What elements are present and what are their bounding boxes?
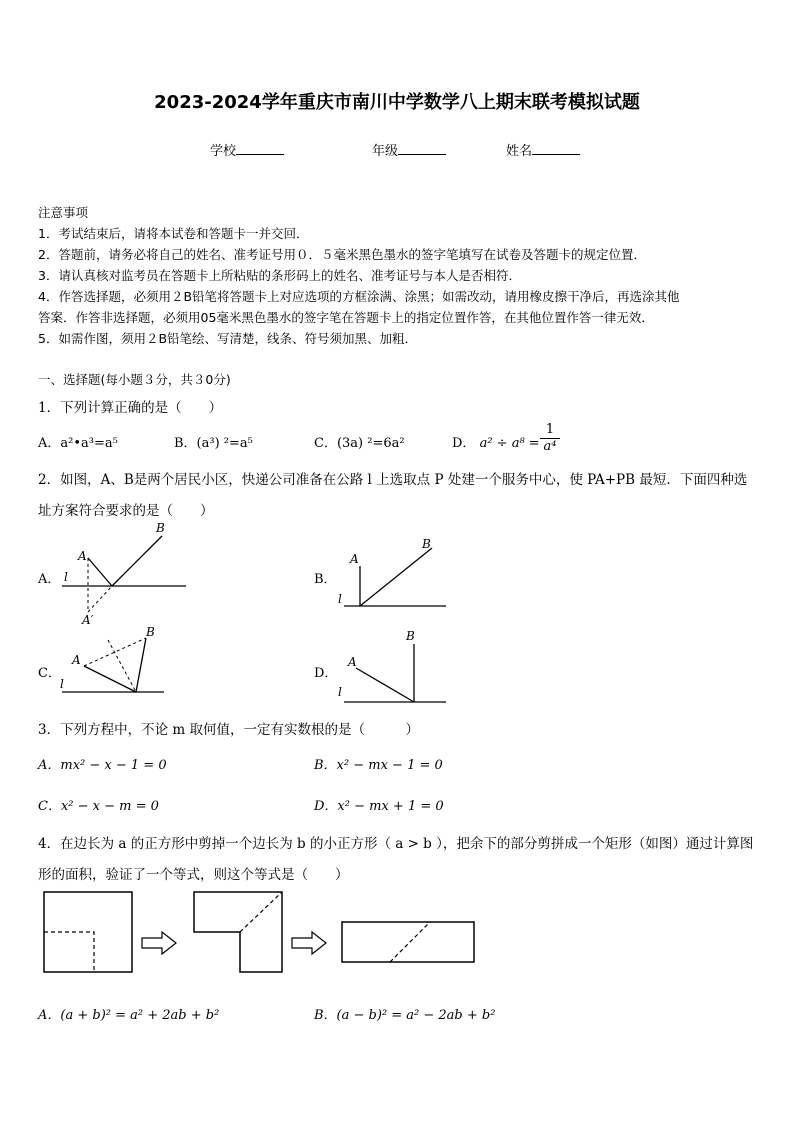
q4-stem-line2: 形的面积，验证了一个等式，则这个等式是（ ） — [38, 867, 349, 883]
q3-option-b: B．x² − mx − 1 = 0 — [314, 758, 443, 773]
q3-option-c: C．x² − x − m = 0 — [38, 799, 159, 814]
arrow-right-icon — [142, 932, 176, 954]
q2-figure-b — [336, 536, 456, 616]
q2-option-b-label: B． — [314, 572, 337, 587]
label-l: l — [64, 570, 68, 584]
label-B: B — [422, 537, 431, 551]
grade-blank — [398, 142, 446, 155]
q3-option-a: A．mx² − x − 1 = 0 — [38, 758, 167, 773]
arrow-right-icon — [292, 932, 326, 954]
q3-stem: 3．下列方程中，不论 m 取何值，一定有实数根的是（ ） — [38, 722, 419, 738]
q2-option-c-label: C． — [38, 666, 61, 681]
note-item: 答案．作答非选择题，必须用05毫米黑色墨水的签字笔在答题卡上的指定位置作答，在其他位置作答一律无效． — [38, 310, 654, 325]
name-blank — [532, 142, 580, 155]
q1-d-numerator: 1 — [540, 422, 560, 439]
q2-stem-line2: 址方案符合要求的是（ ） — [38, 503, 214, 519]
note-item: 4．作答选择题，必须用２B铅笔将答题卡上对应选项的方框涂满、涂黑；如需改动，请用橡皮擦干净后，再选涂其他 — [38, 289, 680, 304]
notes-heading: 注意事项 — [38, 205, 89, 220]
label-A: A — [348, 655, 357, 669]
page-title: 2023-2024学年重庆市南川中学数学八上期末联考模拟试题 — [154, 92, 640, 113]
school-field: 学校 — [210, 140, 284, 159]
label-l: l — [338, 592, 342, 606]
note-item: 1．考试结束后，请将本试卷和答题卡一并交回． — [38, 226, 309, 241]
q2-option-d-label: D． — [314, 666, 338, 681]
school-blank — [236, 142, 284, 155]
label-B: B — [156, 521, 165, 535]
q2-option-a-label: A． — [38, 572, 61, 587]
q1-d-denominator: a⁴ — [543, 439, 557, 454]
q4-option-b: B．(a − b)² = a² − 2ab + b² — [314, 1008, 496, 1023]
label-l: l — [60, 677, 64, 691]
label-A: A — [72, 653, 81, 667]
label-B: B — [406, 629, 415, 643]
q4-stem-line1: 4．在边长为 a 的正方形中剪掉一个边长为 b 的小正方形（ a > b ），把余下的部分剪拼成一个矩形（如图）通过计算图 — [38, 836, 754, 852]
label-A: A — [350, 552, 359, 566]
q1-d-fraction — [540, 422, 560, 455]
q2-figure-c — [58, 624, 178, 704]
q2-figure-a — [58, 520, 198, 630]
q1-option-c: C．(3a) ²=6a² — [314, 436, 405, 451]
note-item: 2．答题前，请务必将自己的姓名、准考证号用０．５毫米黑色墨水的签字笔填写在试卷及答题卡的规定位置． — [38, 247, 646, 262]
q1-d-expression: a² ÷ a⁸ = — [479, 436, 540, 451]
label-A-prime: A′ — [82, 613, 94, 627]
note-item: 3．请认真核对监考员在答题卡上所粘贴的条形码上的姓名、准考证号与本人是否相符． — [38, 268, 521, 283]
q1-stem: 1．下列计算正确的是（ ） — [38, 400, 223, 416]
note-item: 5．如需作图，须用２B铅笔绘、写清楚，线条、符号须加黑、加粗． — [38, 331, 418, 346]
q1-option-a: A．a²•a³=a⁵ — [38, 436, 118, 451]
section-heading: 一、选择题(每小题３分，共３0分) — [38, 372, 231, 387]
label-A: A — [78, 549, 87, 563]
q4-figure — [42, 888, 482, 972]
grade-field: 年级 — [372, 140, 446, 159]
q1-option-b: B．(a³) ²=a⁵ — [174, 436, 253, 451]
q2-figure-d — [336, 628, 456, 708]
q2-stem-line1: 2．如图，A、B是两个居民小区，快递公司准备在公路 l 上选取点 P 处建一个服务中心，使 PA+PB 最短．下面四种选 — [38, 472, 748, 488]
q3-option-d: D．x² − mx + 1 = 0 — [314, 799, 444, 814]
label-l: l — [338, 685, 342, 699]
label-B: B — [146, 625, 155, 639]
name-field: 姓名 — [506, 140, 580, 159]
q1-option-d: D． a² ÷ a⁸ = — [452, 436, 540, 451]
q4-option-a: A．(a + b)² = a² + 2ab + b² — [38, 1008, 220, 1023]
